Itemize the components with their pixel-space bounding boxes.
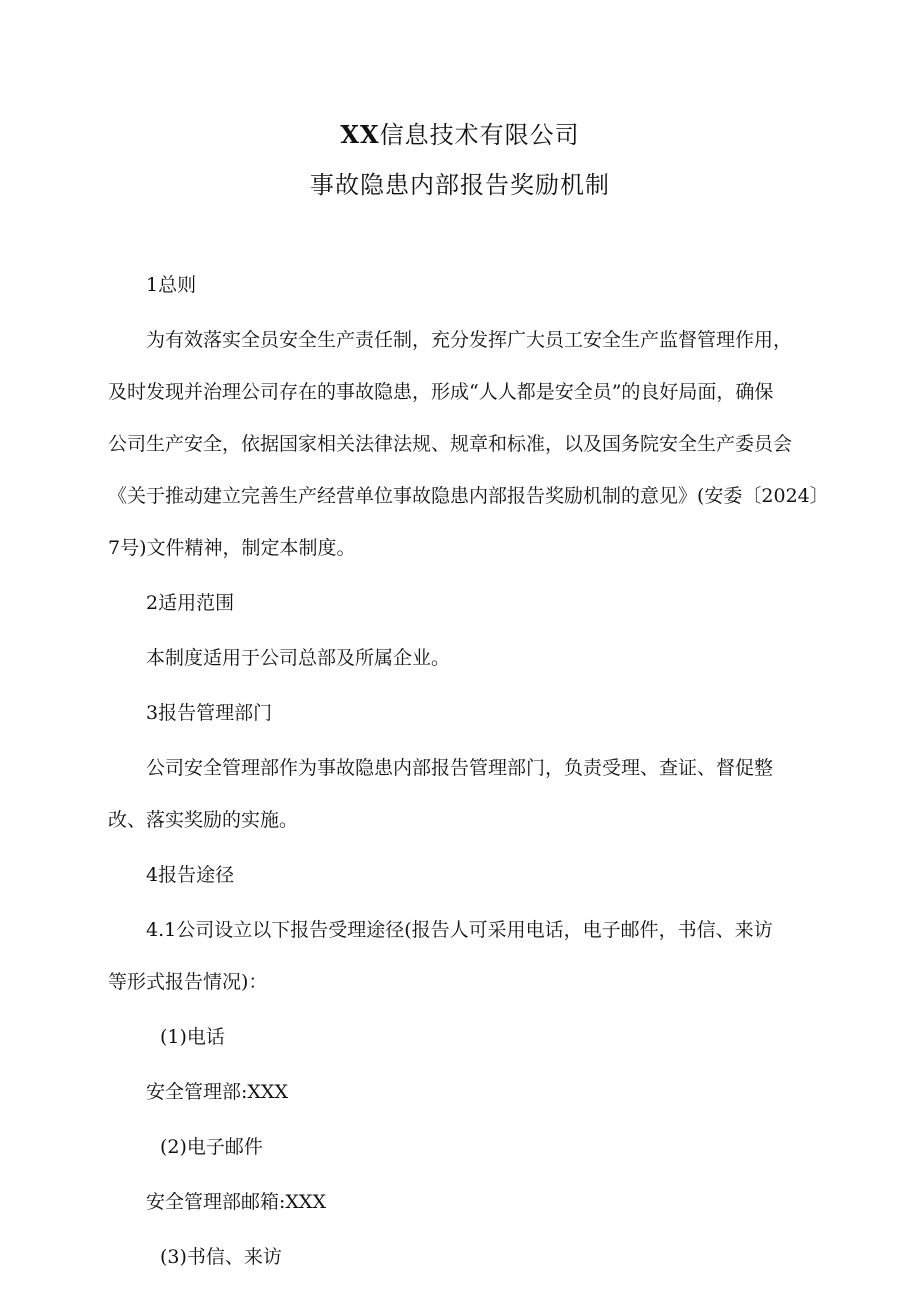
company-title (0, 122, 920, 148)
paragraph-line: 等形式报告情况)： (108, 971, 268, 993)
company-title-prefix: XX (340, 120, 380, 149)
section-4-1-paragraph (108, 915, 822, 998)
channel-item-email-value: 安全管理部邮箱:XXX (146, 1191, 326, 1213)
paragraph-line: 《关于推动建立完善生产经营单位事故隐患内部报告奖励机制的意见》(安委〔2024〕 (108, 485, 829, 507)
section-2-heading: 2适用范围 (146, 592, 235, 614)
document-title-block (0, 122, 920, 198)
section-2-text: 本制度适用于公司总部及所属企业。 (146, 647, 451, 669)
channel-item-phone-label: (1)电话 (160, 1026, 225, 1048)
paragraph-line: 4.1公司设立以下报告受理途径(报告人可采用电话，电子邮件，书信、来访 (146, 919, 773, 941)
paragraph-line: 公司生产安全，依据国家相关法律法规、规章和标准，以及国务院安全生产委员会 (108, 433, 793, 455)
channel-item-letter-label: (3)书信、来访 (160, 1246, 282, 1268)
section-1-paragraph (108, 325, 829, 564)
paragraph-line: 公司安全管理部作为事故隐患内部报告管理部门，负责受理、查证、督促整 (146, 757, 774, 779)
paragraph-line: 为有效落实全员安全生产责任制，充分发挥广大员工安全生产监督管理作用， (146, 329, 793, 351)
document-body (108, 270, 829, 1297)
company-title-rest: 信息技术有限公司 (379, 121, 580, 149)
section-4-heading: 4报告途径 (146, 864, 235, 886)
paragraph-line: 及时发现并治理公司存在的事故隐患，形成“人人都是安全员”的良好局面，确保 (108, 381, 774, 403)
section-3-heading: 3报告管理部门 (146, 702, 273, 724)
section-1-heading: 1总则 (146, 274, 197, 296)
document-subtitle: 事故隐患内部报告奖励机制 (310, 171, 610, 199)
paragraph-line: 改、落实奖励的实施。 (108, 809, 299, 831)
channel-item-email-label: (2)电子邮件 (160, 1136, 263, 1158)
paragraph-line: 7号)文件精神，制定本制度。 (108, 537, 356, 559)
channel-item-phone-value: 安全管理部:XXX (146, 1081, 288, 1103)
section-3-paragraph (108, 753, 822, 836)
